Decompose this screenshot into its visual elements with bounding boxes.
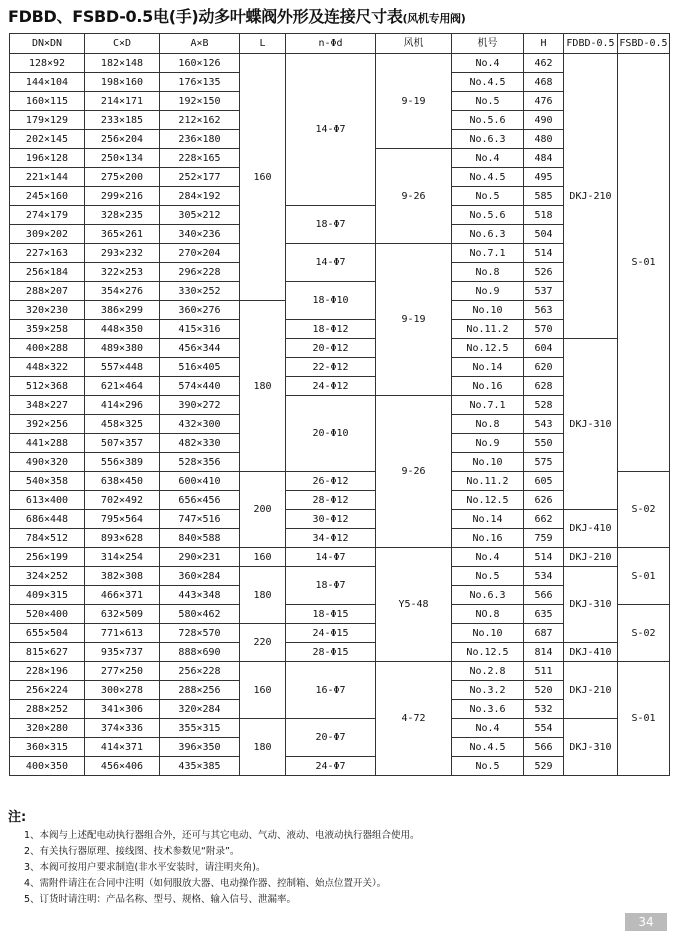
cell-ab: 360×276 bbox=[160, 301, 240, 320]
cell-l: 180 bbox=[240, 301, 286, 472]
cell-model: No.6.3 bbox=[452, 130, 524, 149]
cell-ab: 355×315 bbox=[160, 719, 240, 738]
cell-nd: 24-Φ7 bbox=[286, 757, 376, 776]
cell-h: 468 bbox=[524, 73, 564, 92]
note-item: 2、有关执行器原理、接线图、技术参数见“附录”。 bbox=[24, 846, 240, 857]
table-row bbox=[10, 548, 670, 567]
cell-dn: 179×129 bbox=[10, 111, 85, 130]
cell-nd: 22-Φ12 bbox=[286, 358, 376, 377]
cell-h: 490 bbox=[524, 111, 564, 130]
cell-cd: 557×448 bbox=[85, 358, 160, 377]
header-fsbd: FSBD-0.5 bbox=[618, 34, 670, 54]
cell-dn: 160×115 bbox=[10, 92, 85, 111]
cell-fdbd: DKJ-310 bbox=[564, 567, 618, 643]
cell-dn: 400×288 bbox=[10, 339, 85, 358]
cell-fan: Y5-48 bbox=[376, 548, 452, 662]
cell-ab: 176×135 bbox=[160, 73, 240, 92]
cell-h: 543 bbox=[524, 415, 564, 434]
cell-dn: 245×160 bbox=[10, 187, 85, 206]
cell-ab: 252×177 bbox=[160, 168, 240, 187]
cell-dn: 448×322 bbox=[10, 358, 85, 377]
cell-ab: 580×462 bbox=[160, 605, 240, 624]
cell-model: No.16 bbox=[452, 529, 524, 548]
cell-fsbd: S-02 bbox=[618, 472, 670, 548]
cell-ab: 482×330 bbox=[160, 434, 240, 453]
cell-l: 220 bbox=[240, 624, 286, 662]
cell-nd: 16-Φ7 bbox=[286, 662, 376, 719]
cell-dn: 512×368 bbox=[10, 377, 85, 396]
cell-nd: 28-Φ12 bbox=[286, 491, 376, 510]
cell-cd: 414×371 bbox=[85, 738, 160, 757]
cell-dn: 202×145 bbox=[10, 130, 85, 149]
cell-ab: 270×204 bbox=[160, 244, 240, 263]
cell-dn: 324×252 bbox=[10, 567, 85, 586]
cell-h: 620 bbox=[524, 358, 564, 377]
cell-model: NO.8 bbox=[452, 605, 524, 624]
cell-h: 575 bbox=[524, 453, 564, 472]
cell-ab: 296×228 bbox=[160, 263, 240, 282]
cell-cd: 893×628 bbox=[85, 529, 160, 548]
table-row bbox=[10, 643, 670, 662]
cell-l: 160 bbox=[240, 662, 286, 719]
cell-h: 528 bbox=[524, 396, 564, 415]
cell-fan: 9-26 bbox=[376, 396, 452, 548]
cell-ab: 528×356 bbox=[160, 453, 240, 472]
cell-ab: 212×162 bbox=[160, 111, 240, 130]
header-model: 机号 bbox=[452, 34, 524, 54]
table-row bbox=[10, 54, 670, 73]
cell-h: 532 bbox=[524, 700, 564, 719]
cell-dn: 815×627 bbox=[10, 643, 85, 662]
cell-nd: 18-Φ12 bbox=[286, 320, 376, 339]
cell-h: 537 bbox=[524, 282, 564, 301]
cell-nd: 24-Φ12 bbox=[286, 377, 376, 396]
cell-fdbd: DKJ-410 bbox=[564, 643, 618, 662]
cell-h: 514 bbox=[524, 548, 564, 567]
cell-cd: 935×737 bbox=[85, 643, 160, 662]
cell-nd: 34-Φ12 bbox=[286, 529, 376, 548]
cell-h: 550 bbox=[524, 434, 564, 453]
cell-cd: 198×160 bbox=[85, 73, 160, 92]
cell-dn: 288×252 bbox=[10, 700, 85, 719]
cell-model: No.5.6 bbox=[452, 111, 524, 130]
cell-dn: 784×512 bbox=[10, 529, 85, 548]
cell-nd: 18-Φ15 bbox=[286, 605, 376, 624]
cell-h: 566 bbox=[524, 738, 564, 757]
cell-nd: 30-Φ12 bbox=[286, 510, 376, 529]
cell-dn: 256×184 bbox=[10, 263, 85, 282]
cell-ab: 390×272 bbox=[160, 396, 240, 415]
header-h: H bbox=[524, 34, 564, 54]
cell-ab: 288×256 bbox=[160, 681, 240, 700]
cell-model: No.2.8 bbox=[452, 662, 524, 681]
cell-nd: 18-Φ7 bbox=[286, 567, 376, 605]
cell-h: 585 bbox=[524, 187, 564, 206]
cell-dn: 348×227 bbox=[10, 396, 85, 415]
cell-model: No.14 bbox=[452, 510, 524, 529]
table-row bbox=[10, 510, 670, 529]
cell-ab: 340×236 bbox=[160, 225, 240, 244]
cell-model: No.9 bbox=[452, 282, 524, 301]
cell-dn: 256×224 bbox=[10, 681, 85, 700]
title-subtitle: (风机专用阀) bbox=[402, 12, 466, 25]
cell-dn: 320×280 bbox=[10, 719, 85, 738]
cell-l: 160 bbox=[240, 548, 286, 567]
cell-h: 570 bbox=[524, 320, 564, 339]
cell-model: No.3.6 bbox=[452, 700, 524, 719]
cell-cd: 414×296 bbox=[85, 396, 160, 415]
cell-cd: 456×406 bbox=[85, 757, 160, 776]
cell-dn: 490×320 bbox=[10, 453, 85, 472]
cell-model: No.6.3 bbox=[452, 586, 524, 605]
cell-ab: 320×284 bbox=[160, 700, 240, 719]
cell-model: No.8 bbox=[452, 263, 524, 282]
cell-dn: 196×128 bbox=[10, 149, 85, 168]
table-row bbox=[10, 339, 670, 358]
cell-h: 484 bbox=[524, 149, 564, 168]
cell-fsbd: S-01 bbox=[618, 662, 670, 776]
cell-cd: 299×216 bbox=[85, 187, 160, 206]
cell-model: No.4.5 bbox=[452, 73, 524, 92]
cell-dn: 613×400 bbox=[10, 491, 85, 510]
cell-model: No.4 bbox=[452, 149, 524, 168]
cell-cd: 293×232 bbox=[85, 244, 160, 263]
cell-fsbd: S-01 bbox=[618, 548, 670, 605]
cell-fsbd: S-01 bbox=[618, 54, 670, 472]
cell-model: No.12.5 bbox=[452, 339, 524, 358]
cell-h: 554 bbox=[524, 719, 564, 738]
cell-model: No.14 bbox=[452, 358, 524, 377]
cell-l: 180 bbox=[240, 567, 286, 624]
cell-dn: 409×315 bbox=[10, 586, 85, 605]
cell-ab: 840×588 bbox=[160, 529, 240, 548]
cell-cd: 328×235 bbox=[85, 206, 160, 225]
cell-model: No.12.5 bbox=[452, 491, 524, 510]
cell-cd: 638×450 bbox=[85, 472, 160, 491]
cell-h: 534 bbox=[524, 567, 564, 586]
cell-nd: 24-Φ15 bbox=[286, 624, 376, 643]
cell-h: 626 bbox=[524, 491, 564, 510]
cell-nd: 14-Φ7 bbox=[286, 54, 376, 206]
cell-cd: 507×357 bbox=[85, 434, 160, 453]
cell-ab: 432×300 bbox=[160, 415, 240, 434]
cell-fdbd: DKJ-210 bbox=[564, 548, 618, 567]
cell-ab: 747×516 bbox=[160, 510, 240, 529]
header-fan: 风机 bbox=[376, 34, 452, 54]
cell-fdbd: DKJ-410 bbox=[564, 510, 618, 548]
cell-nd: 18-Φ7 bbox=[286, 206, 376, 244]
cell-cd: 382×308 bbox=[85, 567, 160, 586]
cell-model: No.5 bbox=[452, 757, 524, 776]
cell-model: No.7.1 bbox=[452, 244, 524, 263]
cell-ab: 360×284 bbox=[160, 567, 240, 586]
cell-nd: 26-Φ12 bbox=[286, 472, 376, 491]
cell-nd: 20-Φ10 bbox=[286, 396, 376, 472]
cell-h: 529 bbox=[524, 757, 564, 776]
cell-l: 200 bbox=[240, 472, 286, 548]
cell-h: 514 bbox=[524, 244, 564, 263]
header-l: L bbox=[240, 34, 286, 54]
cell-dn: 256×199 bbox=[10, 548, 85, 567]
cell-dn: 274×179 bbox=[10, 206, 85, 225]
cell-h: 604 bbox=[524, 339, 564, 358]
cell-ab: 330×252 bbox=[160, 282, 240, 301]
cell-model: No.10 bbox=[452, 624, 524, 643]
notes-heading: 注: bbox=[8, 810, 27, 825]
cell-cd: 621×464 bbox=[85, 377, 160, 396]
table-header-row bbox=[10, 34, 670, 54]
cell-model: No.8 bbox=[452, 415, 524, 434]
cell-ab: 728×570 bbox=[160, 624, 240, 643]
cell-fan: 9-19 bbox=[376, 54, 452, 149]
cell-model: No.6.3 bbox=[452, 225, 524, 244]
cell-h: 518 bbox=[524, 206, 564, 225]
cell-ab: 443×348 bbox=[160, 586, 240, 605]
cell-cd: 182×148 bbox=[85, 54, 160, 73]
cell-model: No.4 bbox=[452, 719, 524, 738]
cell-model: No.10 bbox=[452, 301, 524, 320]
cell-h: 520 bbox=[524, 681, 564, 700]
note-item: 1、本阀与上述配电动执行器组合外，还可与其它电动、气动、液动、电液动执行器组合使用。 bbox=[24, 830, 420, 841]
cell-cd: 771×613 bbox=[85, 624, 160, 643]
cell-ab: 600×410 bbox=[160, 472, 240, 491]
table-body bbox=[10, 54, 670, 776]
cell-fdbd: DKJ-310 bbox=[564, 339, 618, 510]
title-text: FDBD、FSBD-0.5电(手)动多叶蝶阀外形及连接尺寸表 bbox=[8, 7, 403, 26]
cell-model: No.11.2 bbox=[452, 472, 524, 491]
cell-h: 814 bbox=[524, 643, 564, 662]
cell-nd: 14-Φ7 bbox=[286, 244, 376, 282]
cell-cd: 702×492 bbox=[85, 491, 160, 510]
cell-ab: 192×150 bbox=[160, 92, 240, 111]
table-row bbox=[10, 567, 670, 586]
cell-fdbd: DKJ-210 bbox=[564, 662, 618, 719]
cell-model: No.10 bbox=[452, 453, 524, 472]
cell-dn: 288×207 bbox=[10, 282, 85, 301]
cell-ab: 888×690 bbox=[160, 643, 240, 662]
cell-ab: 656×456 bbox=[160, 491, 240, 510]
cell-h: 462 bbox=[524, 54, 564, 73]
cell-dn: 360×315 bbox=[10, 738, 85, 757]
cell-fan: 9-26 bbox=[376, 149, 452, 244]
notes-section bbox=[8, 806, 668, 908]
cell-cd: 795×564 bbox=[85, 510, 160, 529]
cell-model: No.4 bbox=[452, 548, 524, 567]
cell-dn: 320×230 bbox=[10, 301, 85, 320]
cell-ab: 284×192 bbox=[160, 187, 240, 206]
cell-model: No.3.2 bbox=[452, 681, 524, 700]
cell-fdbd: DKJ-210 bbox=[564, 54, 618, 339]
cell-dn: 441×288 bbox=[10, 434, 85, 453]
cell-ab: 396×350 bbox=[160, 738, 240, 757]
cell-model: No.11.2 bbox=[452, 320, 524, 339]
cell-cd: 300×278 bbox=[85, 681, 160, 700]
cell-cd: 233×185 bbox=[85, 111, 160, 130]
cell-dn: 655×504 bbox=[10, 624, 85, 643]
cell-cd: 250×134 bbox=[85, 149, 160, 168]
cell-nd: 20-Φ12 bbox=[286, 339, 376, 358]
cell-dn: 221×144 bbox=[10, 168, 85, 187]
cell-cd: 556×389 bbox=[85, 453, 160, 472]
cell-ab: 256×228 bbox=[160, 662, 240, 681]
cell-ab: 236×180 bbox=[160, 130, 240, 149]
cell-cd: 374×336 bbox=[85, 719, 160, 738]
note-item: 4、需附件请注在合同中注明（如伺服放大器、电动操作器、控制箱、始点位置开关）。 bbox=[24, 878, 387, 889]
cell-ab: 456×344 bbox=[160, 339, 240, 358]
page-number: 34 bbox=[625, 913, 667, 931]
cell-dn: 227×163 bbox=[10, 244, 85, 263]
cell-cd: 354×276 bbox=[85, 282, 160, 301]
cell-dn: 400×350 bbox=[10, 757, 85, 776]
cell-dn: 228×196 bbox=[10, 662, 85, 681]
cell-model: No.4 bbox=[452, 54, 524, 73]
cell-cd: 458×325 bbox=[85, 415, 160, 434]
cell-cd: 275×200 bbox=[85, 168, 160, 187]
page-title bbox=[8, 4, 466, 27]
cell-ab: 574×440 bbox=[160, 377, 240, 396]
cell-dn: 520×400 bbox=[10, 605, 85, 624]
cell-ab: 290×231 bbox=[160, 548, 240, 567]
cell-model: No.9 bbox=[452, 434, 524, 453]
cell-cd: 214×171 bbox=[85, 92, 160, 111]
cell-cd: 466×371 bbox=[85, 586, 160, 605]
cell-model: No.5 bbox=[452, 187, 524, 206]
cell-h: 504 bbox=[524, 225, 564, 244]
cell-h: 605 bbox=[524, 472, 564, 491]
cell-cd: 322×253 bbox=[85, 263, 160, 282]
cell-model: No.4.5 bbox=[452, 738, 524, 757]
cell-cd: 256×204 bbox=[85, 130, 160, 149]
cell-h: 495 bbox=[524, 168, 564, 187]
note-item: 3、本阀可按用户要求制造(非水平安装时，请注明夹角)。 bbox=[24, 862, 266, 873]
cell-l: 160 bbox=[240, 54, 286, 301]
cell-ab: 305×212 bbox=[160, 206, 240, 225]
cell-ab: 516×405 bbox=[160, 358, 240, 377]
cell-nd: 20-Φ7 bbox=[286, 719, 376, 757]
cell-model: No.5.6 bbox=[452, 206, 524, 225]
cell-h: 526 bbox=[524, 263, 564, 282]
cell-h: 635 bbox=[524, 605, 564, 624]
header-nd: n-Φd bbox=[286, 34, 376, 54]
cell-h: 480 bbox=[524, 130, 564, 149]
cell-dn: 144×104 bbox=[10, 73, 85, 92]
cell-h: 476 bbox=[524, 92, 564, 111]
cell-ab: 160×126 bbox=[160, 54, 240, 73]
cell-h: 628 bbox=[524, 377, 564, 396]
note-item: 5、订货时请注明：产品名称、型号、规格、输入信号、泄漏率。 bbox=[24, 894, 297, 905]
cell-cd: 386×299 bbox=[85, 301, 160, 320]
header-dn: DN×DN bbox=[10, 34, 85, 54]
cell-nd: 18-Φ10 bbox=[286, 282, 376, 320]
cell-fdbd: DKJ-310 bbox=[564, 719, 618, 776]
cell-nd: 28-Φ15 bbox=[286, 643, 376, 662]
cell-dn: 309×202 bbox=[10, 225, 85, 244]
cell-cd: 341×306 bbox=[85, 700, 160, 719]
cell-h: 566 bbox=[524, 586, 564, 605]
cell-nd: 14-Φ7 bbox=[286, 548, 376, 567]
cell-h: 511 bbox=[524, 662, 564, 681]
cell-cd: 448×350 bbox=[85, 320, 160, 339]
cell-l: 180 bbox=[240, 719, 286, 776]
cell-fan: 4-72 bbox=[376, 662, 452, 776]
cell-cd: 632×509 bbox=[85, 605, 160, 624]
cell-dn: 686×448 bbox=[10, 510, 85, 529]
cell-h: 759 bbox=[524, 529, 564, 548]
cell-ab: 228×165 bbox=[160, 149, 240, 168]
cell-model: No.16 bbox=[452, 377, 524, 396]
dimension-table bbox=[9, 33, 670, 776]
cell-model: No.7.1 bbox=[452, 396, 524, 415]
cell-model: No.12.5 bbox=[452, 643, 524, 662]
header-fdbd: FDBD-0.5 bbox=[564, 34, 618, 54]
cell-cd: 489×380 bbox=[85, 339, 160, 358]
cell-cd: 365×261 bbox=[85, 225, 160, 244]
header-cd: C×D bbox=[85, 34, 160, 54]
cell-model: No.5 bbox=[452, 92, 524, 111]
cell-dn: 128×92 bbox=[10, 54, 85, 73]
cell-h: 662 bbox=[524, 510, 564, 529]
cell-dn: 540×358 bbox=[10, 472, 85, 491]
table-row bbox=[10, 719, 670, 738]
cell-fan: 9-19 bbox=[376, 244, 452, 396]
cell-h: 563 bbox=[524, 301, 564, 320]
cell-fsbd: S-02 bbox=[618, 605, 670, 662]
cell-dn: 392×256 bbox=[10, 415, 85, 434]
table-row bbox=[10, 662, 670, 681]
cell-h: 687 bbox=[524, 624, 564, 643]
cell-cd: 277×250 bbox=[85, 662, 160, 681]
cell-ab: 435×385 bbox=[160, 757, 240, 776]
cell-cd: 314×254 bbox=[85, 548, 160, 567]
cell-dn: 359×258 bbox=[10, 320, 85, 339]
cell-model: No.4.5 bbox=[452, 168, 524, 187]
cell-ab: 415×316 bbox=[160, 320, 240, 339]
header-ab: A×B bbox=[160, 34, 240, 54]
cell-model: No.5 bbox=[452, 567, 524, 586]
